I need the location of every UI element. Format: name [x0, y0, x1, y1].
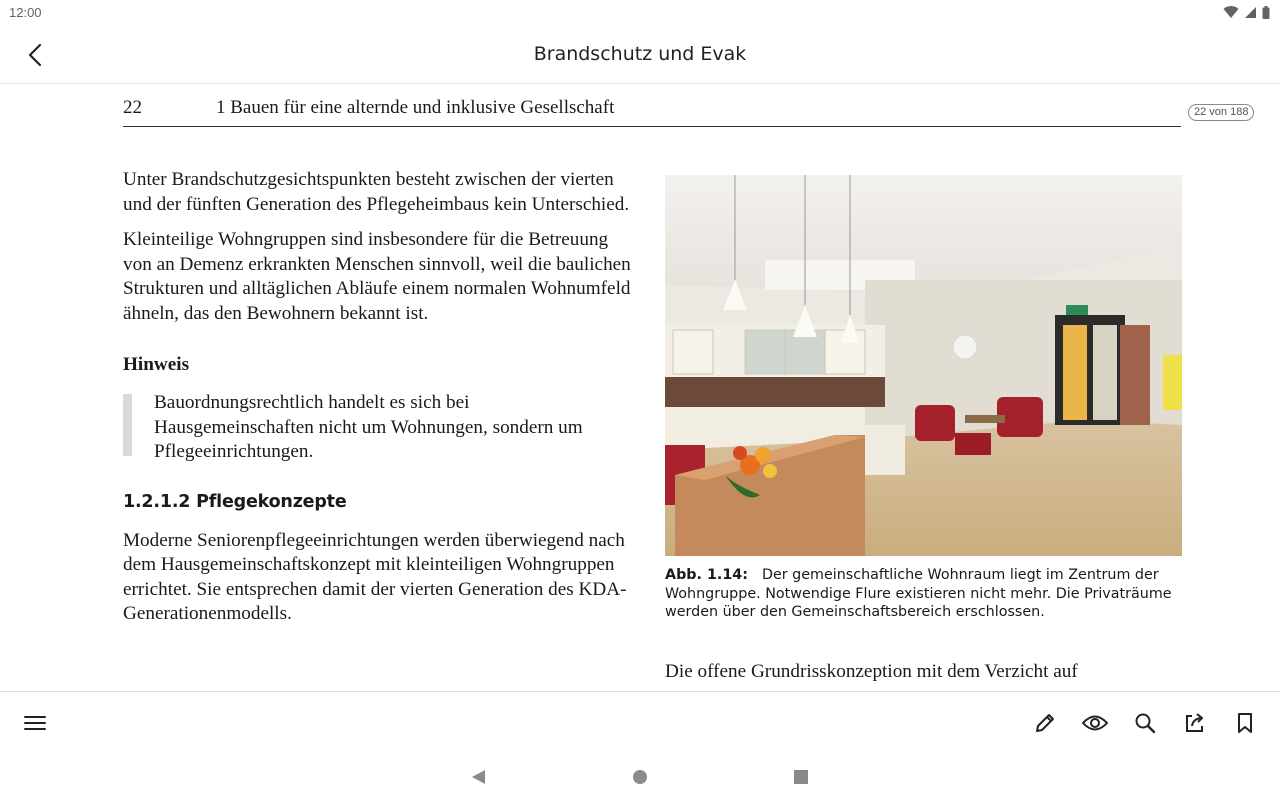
figure-caption	[665, 566, 1185, 622]
left-column	[123, 168, 633, 638]
nav-back-icon	[470, 769, 486, 785]
share-icon	[1184, 712, 1206, 734]
right-column	[665, 660, 1185, 685]
share-button[interactable]	[1180, 708, 1210, 738]
eye-icon	[1082, 714, 1108, 732]
paragraph: Unter Brandschutzgesichtspunkten besteht zwischen der vierten und der fünften Generation des Pflegeheimbaus kein Unterschied.	[123, 169, 630, 215]
view-mode-button[interactable]	[1080, 708, 1110, 738]
bookmark-button[interactable]	[1230, 708, 1260, 738]
status-icons	[1223, 6, 1270, 19]
paragraph: Moderne Seniorenpflegeeinrichtungen werden überwiegend nach dem Hausgemeinschaftskonzept mit kleinteiligen Wohngruppen errichtet. Sie entsprechen damit der vierten Generation des KDA-Generationenmodells.	[123, 529, 627, 625]
search-icon	[1134, 712, 1156, 734]
app-bar	[0, 26, 1280, 84]
nav-home-button[interactable]	[629, 766, 651, 788]
hinweis-box	[123, 391, 633, 465]
running-head-page-number: 22	[123, 97, 142, 118]
nav-recents-icon	[793, 769, 809, 785]
section-heading: 1.2.1.2 Pflegekonzepte	[123, 491, 347, 512]
paragraph: Kleinteilige Wohngruppen sind insbesondere für die Betreuung von an Demenz erkrankten Menschen sinnvoll, weil die baulichen Strukturen und alltäglichen Abläufe einem normalen Wohnumfeld ähneln, das den Bewohnern bekannt ist.	[123, 229, 631, 324]
hinweis-bar	[123, 394, 132, 456]
annotate-button[interactable]	[1030, 708, 1060, 738]
hinweis-text: Bauordnungsrechtlich handelt es sich bei Hausgemeinschaften nicht um Wohnungen, sondern um Pflegeeinrichtungen.	[154, 392, 583, 463]
signal-icon	[1244, 6, 1257, 19]
room-illustration	[665, 175, 1182, 556]
wifi-icon	[1223, 6, 1239, 19]
book-page[interactable]	[0, 85, 1280, 691]
pen-icon	[1034, 712, 1056, 734]
search-button[interactable]	[1130, 708, 1160, 738]
nav-home-icon	[632, 769, 648, 785]
figure-photo[interactable]	[665, 175, 1182, 556]
running-head-chapter: 1 Bauen für eine alternde und inklusive Gesellschaft	[216, 97, 615, 118]
battery-icon	[1262, 6, 1270, 19]
page-indicator-badge: 22 von 188	[1188, 104, 1254, 121]
system-nav-bar	[0, 753, 1280, 800]
status-bar	[0, 0, 1280, 26]
nav-back-button[interactable]	[467, 766, 489, 788]
paragraph: Die offene Grundrisskonzeption mit dem Verzicht auf	[665, 661, 1078, 682]
figure-label: Abb. 1.14:	[665, 567, 748, 583]
book-title: Brandschutz und Evak	[533, 43, 747, 65]
hinweis-heading: Hinweis	[123, 353, 190, 375]
running-head	[123, 93, 1181, 127]
bottom-toolbar	[0, 691, 1280, 753]
menu-icon	[24, 715, 46, 731]
figure-caption-text: Der gemeinschaftliche Wohnraum liegt im Zentrum der Wohngruppe. Notwendige Flure existieren nicht mehr. Die Privaträume werden über den Gemeinschaftsbereich erschlossen.	[665, 567, 1172, 620]
menu-button[interactable]	[20, 708, 50, 738]
nav-recents-button[interactable]	[790, 766, 812, 788]
bookmark-icon	[1236, 712, 1254, 734]
status-time: 12:00	[9, 5, 42, 20]
